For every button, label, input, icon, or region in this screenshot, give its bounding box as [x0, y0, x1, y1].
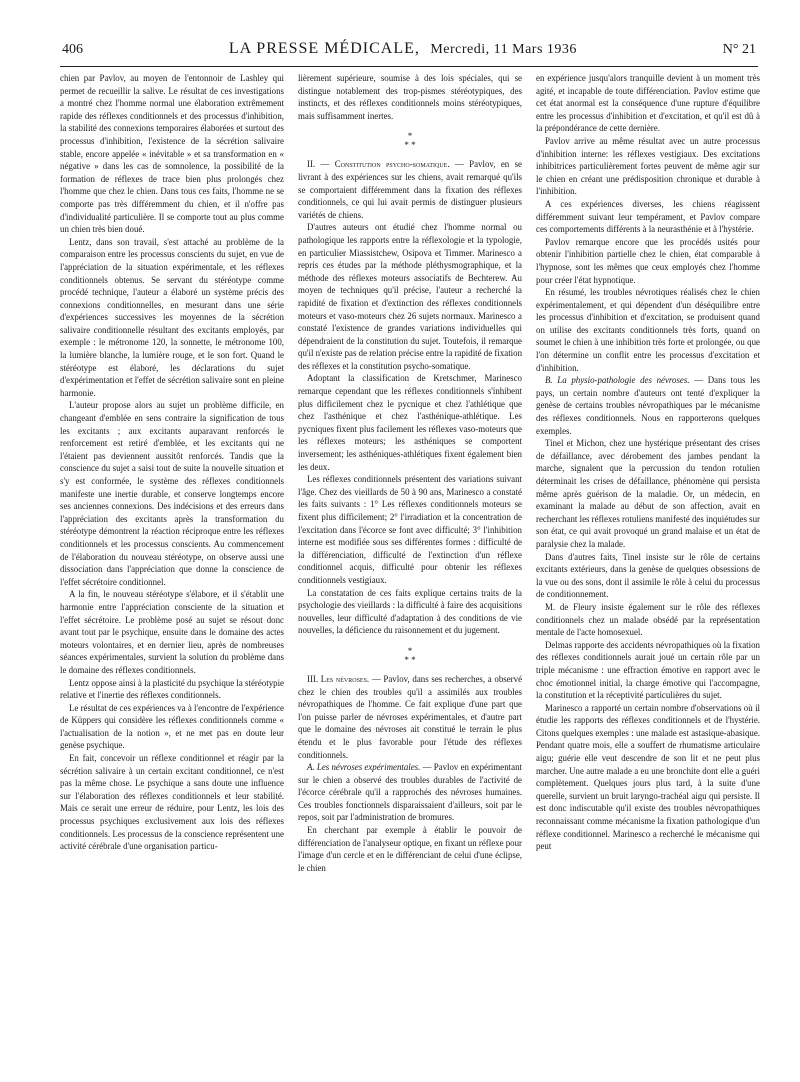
journal-name: LA PRESSE MÉDICALE, — [228, 40, 420, 57]
column-middle — [298, 72, 522, 1067]
text-columns — [60, 72, 760, 1067]
section-separator — [298, 647, 522, 665]
paragraph: Pavlov remarque encore que les procédés usités pour obtenir l'inhibition partielle chez le chien, état comparable à l'hypnose, sont les mêmes que ceux employés chez l'homme pour créer l'état hypnotique. — [536, 236, 760, 285]
subsection-heading: B. La physio-pathologie des névroses. — [545, 375, 690, 386]
paragraph: Pavlov arrive au même résultat avec un autre processus d'inhibition interne: les réflexes vestigiaux. Des excitations inhibitrices particulièrement fortes peuvent de même agir sur le chien en créant une prédisposition chronique et durable à l'inhibition. — [536, 135, 760, 197]
paragraph: L'auteur propose alors au sujet un problème difficile, en changeant d'emblée en sens contraire la signification de tous les excitants ; aux excitants auparavant renforcés le renforcement est retiré d'emblée, et les excitants qui ne l'étaient pas deviennent aussitôt renforcés. Tandis que la conscience du sujet a saisi tout de suite la nouvelle situation et s'y est conformée, le système des réflexes conditionnels manifeste une inertie durable, et conserve longtemps encore ses anciennes connexions. Des indécisions et des erreurs dans l'appréciation des excitants après la transformation du stéréotype démontrent la réaction réciproque entre les réflexes conditionnels et les processus conscients. Au commencement de l'élaboration du nouveau stéréotype, on observe aussi une dissociation dans l'appréciation que donne la conscience de l'effet sécrétoire conditionnel. — [60, 400, 284, 587]
paragraph: Les réflexes conditionnels présentent des variations suivant l'âge. Chez des vieillards de 50 à 90 ans, Marinesco a constaté les faits suivants : 1° Les réflexes conditionnels moteurs se fixent plus difficilement; 2° l'irradiation et la concentration de l'excitation dans l'écorce se font avec difficulté; 3° l'inhibition interne est modifiée sous ses différentes formes : difficulté de la différenciation, difficulté de l'extinction d'un réflexe conditionnel acquis, difficulté pour obtenir les réflexes conditionnels vestigiaux. — [298, 474, 522, 585]
paragraph: En fait, concevoir un réflexe conditionnel et réagir par la sécrétion salivaire à un certain excitant conditionnel, ce n'est pas la même chose. Le psychique a sans doute une influence sur l'élaboration des réflexes conditionnels et leur stabilité. Mais ce serait une erreur de réduire, pour Lentz, les lois des processus psychiques exclusivement aux lois des réflexes conditionnels. Les processus de la conscience représentent une activité cérébrale d'une organisation particu- — [60, 753, 284, 852]
section-paragraph — [298, 761, 522, 824]
separator-stars: * * — [404, 654, 416, 665]
paragraph: Tinel et Michon, chez une hystérique présentant des crises de défaillance, avec dérobement des jambes pendant la marche, signalent que la percussion du tendon rotulien déterminait les crises de défaillance, phénomène qui persista même après guérison de la maladie. Or, un médecin, en examinant la malade au début de son affection, avait en recherchant les réflexes rotuliens manifesté des inquiétudes sur son état, ce qui avait provoqué un grand malaise et un état de paralysie chez la malade. — [536, 438, 760, 549]
page-header — [62, 40, 756, 64]
paragraph: Dans d'autres faits, Tinel insiste sur le rôle de certains excitants extérieurs, dans la genèse de quelques obsessions de la vue ou des sons, dont il assimile le rôle à celui du processus de conditionnement. — [536, 551, 760, 600]
column-left — [60, 72, 284, 1067]
paragraph: Le résultat de ces expériences va à l'encontre de l'expérience de Küppers qui considère les réflexes conditionnels comme « l'actualisation de la notion », et ne met pas en doute leur genèse psychique. — [60, 702, 284, 751]
page-number: 406 — [62, 42, 83, 57]
subsection-heading: A. Les névroses expérimentales. — [307, 762, 421, 773]
paragraph: En cherchant par exemple à établir le pouvoir de différenciation de l'analyseur optique, en fixant un réflexe pour l'image d'un cercle et en le différenciant de celui d'une éclipse, le chien — [298, 825, 522, 873]
separator-star: * — [407, 645, 413, 656]
section-paragraph — [298, 673, 522, 761]
paragraph: Adoptant la classification de Kretschmer, Marinesco remarque cependant que les réflexes conditionnels s'inhibent plus difficilement chez le pycnique et chez l'athlétique que chez l'asthénique et chez l'asthénique-athlétique. Les pycniques fixent plus facilement les réflexes vaso-moteurs que les réflexes moteurs; les asthéniques se comportent inversement; les asthéniques-athlétiques fixent également bien les deux. — [298, 373, 522, 472]
issue-date: Mercredi, 11 Mars 1936 — [430, 42, 577, 57]
paragraph: Lentz, dans son travail, s'est attaché au problème de la comparaison entre les processus conscients du sujet, en vue de l'appréciation de la situation expérimentale, et les réflexes conditionnels obtenus. Se servant du stéréotype comme procédé technique, l'auteur a élaboré un système précis des connexions conditionnelles, en mesurant dans une série d'expériences successives les moyennes de la sécrétion salivaire conditionnelle résultant des excitants employés, par exemple : le métronome 120, la sonnette, le métronome 100, la lumière blanche, la lumière rouge, et le son fort. Quand le stéréotype est élaboré, les déclarations du sujet d'expérimentation et l'effet de sécrétion salivaire sont en pleine harmonie. — [60, 236, 284, 398]
section-heading: III. Les névroses. — [307, 673, 370, 684]
paragraph: Marinesco a rapporté un certain nombre d'observations où il étudie les rapports des réflexes conditionnels et de l'hystérie. Citons quelques exemples : une malade est astasique-abasique. Pendant quatre mois, elle a souffert de rhumatisme articulaire aigu; guérie elle veut descendre de son lit et ne peut plus marcher. Une autre malade a eu une bronchite dont elle a guéri complètement. Quelques jours plus tard, à la suite d'une querelle, survient un bruit laryngo-trachéal aigu qui persiste. Il est donc indiscutable qu'il existe des troubles névropathiques reconnaissant comme mécanisme la fixation pathologique d'un réflexe conditionnel. Marinesco a recherché le mécanisme qui peut — [536, 702, 760, 852]
section-separator — [298, 132, 522, 150]
section-heading: II. — Constitution psycho-somatique. — [307, 159, 450, 170]
paragraph: En résumé, les troubles névrotiques réalisés chez le chien expérimentalement, et qui dépendent d'un déséquilibre entre les processus d'inhibition et d'excitation, se produisent quand on utilise des excitants conditionnels très forts, quand on soumet le chien à une inhibition très forte et prolongée, ou que l'on détermine un conflit entre les processus d'excitation et d'inhibition. — [536, 287, 760, 373]
section-paragraph — [536, 374, 760, 437]
paragraph: M. de Fleury insiste également sur le rôle des réflexes conditionnels chez un malade obsédé par la représentation mentale de l'acte homosexuel. — [536, 601, 760, 638]
issue-number: N° 21 — [722, 42, 756, 57]
separator-stars: * * — [404, 140, 416, 151]
separator-star: * — [407, 131, 413, 142]
section-paragraph — [298, 158, 522, 221]
paragraph: lièrement supérieure, soumise à des lois spéciales, qui se distingue notablement des trop-pismes stéréotypiques, des instincts, et des réflexes conditionnels moins stéréotypiques, mais suffisamment inertes. — [298, 73, 522, 121]
paragraph-text: — Pavlov, en se livrant à des expériences sur les chiens, avait remarqué qu'ils se comportaient différemment dans la fixation des réflexes conditionnels, ce qui lui avait permis de distinguer plusieurs variétés de chiens. — [298, 159, 522, 220]
paragraph: A la fin, le nouveau stéréotype s'élabore, et il s'établit une harmonie entre l'appréciation consciente de la situation et l'effet sécrétoire. Le problème posé au sujet se résout donc avant tout par le psychique, ensuite dans le domaine des actes moteurs volontaires, et en dernier lieu, après de nombreuses séances expérimentales, survient la solution du problème dans le domaine des réflexes conditionnels. — [60, 589, 284, 675]
running-title — [229, 40, 577, 58]
column-right — [536, 72, 760, 1067]
paragraph-text: — Pavlov en expérimentant sur le chien a observé des troubles durables de l'activité de l'écorce cérébrale qu'il a rapprochés des névroses humaines. Ces troubles fonctionnels disparaissaient d'ailleurs, soit par le repos, soit par l'administration de bromures. — [298, 762, 522, 823]
paragraph-text: — Pavlov, dans ses recherches, a observé chez le chien des troubles qu'il a assimilés aux troubles névropathiques de l'homme. Ce fait explique d'une part que l'on puisse parler de névroses expérimentales, et d'autre part que le domaine des névroses ait constitué le terrain le plus étendu et le plus favorable pour l'étude des réflexes conditionnels. — [298, 673, 522, 760]
paragraph-text: — Dans tous les pays, un certain nombre d'auteurs ont tenté d'expliquer la genèse de certains troubles névropathiques par le mécanisme des réflexes conditionnels. Nous en rapporterons quelques exemples. — [536, 375, 760, 436]
paragraph: D'autres auteurs ont étudié chez l'homme normal ou pathologique les rapports entre la réflexologie et la typologie, en particulier Miassistchew, Osipova et Timmer. Marinesco a repris ces études par la méthode pléthysmographique, et la méthode des réflexes moteurs associatifs de Bechterew. Au moyen de techniques qu'il précise, l'auteur a recherché la rapidité de fixation et d'extinction des réflexes conditionnels moteurs et vaso-moteurs chez 26 sujets normaux. Marinesco a constaté l'existence de grandes variations individuelles qui dépendraient de la constitution du sujet. Toutefois, il remarque qu'il n'existe pas de relation précise entre la rapidité de fixation des réflexes et la constitution psycho-somatique. — [298, 222, 522, 371]
paragraph: Lentz oppose ainsi à la plasticité du psychique la stéréotypie relative et l'inertie des réflexes conditionnels. — [60, 677, 284, 701]
paragraph: chien par Pavlov, au moyen de l'entonnoir de Lashley qui permet de recueillir la salive. Le résultat de ces investigations a montré chez l'homme normal une élaboration extrêmement rapide des réflexes conditionnels et des processus d'inhibition, la stabilité des connexions temporaires élaborées et surtout des processus d'inhibition, l'existence de la sécrétion salivaire stable, encore appelée « inévitable » et sa transformation en « négative » dans les cas de somnolence, la possibilité de la formation de réflexes de trace bien plus prolongés chez l'homme que chez le chien. Dans tous ces faits, l'homme ne se comporte pas très différemment du chien, et il n'offre pas d'individualité particulière. Il se comporte tout au plus comme un chien très bien doué. — [60, 73, 284, 235]
paragraph: La constatation de ces faits explique certains traits de la psychologie des vieillards : la difficulté à faire des acquisitions nouvelles, leur difficulté d'adaptation à des conditions de vie nouvelles, la déficience du raisonnement et du jugement. — [298, 587, 522, 636]
paragraph: en expérience jusqu'alors tranquille devient à un moment très agité, et incapable de toute différenciation. Pavlov estime que cet état anormal est la conséquence d'une rupture d'équilibre entre les processus d'inhibition et d'excitation, et qu'il est dû à la prépondérance de cette dernière. — [536, 73, 760, 134]
paragraph: Delmas rapporte des accidents névropathiques où la fixation des réflexes conditionnels aurait joué un certain rôle par un triple mécanisme : une effraction émotive en rapport avec le choc émotionnel initial, la charge émotive qui l'accompagne, la constitution et la réceptivité particulières du sujet. — [536, 639, 760, 701]
header-rule — [60, 66, 758, 67]
paragraph: A ces expériences diverses, les chiens réagissent différemment suivant leur tempérament, et Pavlov compare ces comportements différents à la neurasthénie et à l'hystérie. — [536, 198, 760, 235]
